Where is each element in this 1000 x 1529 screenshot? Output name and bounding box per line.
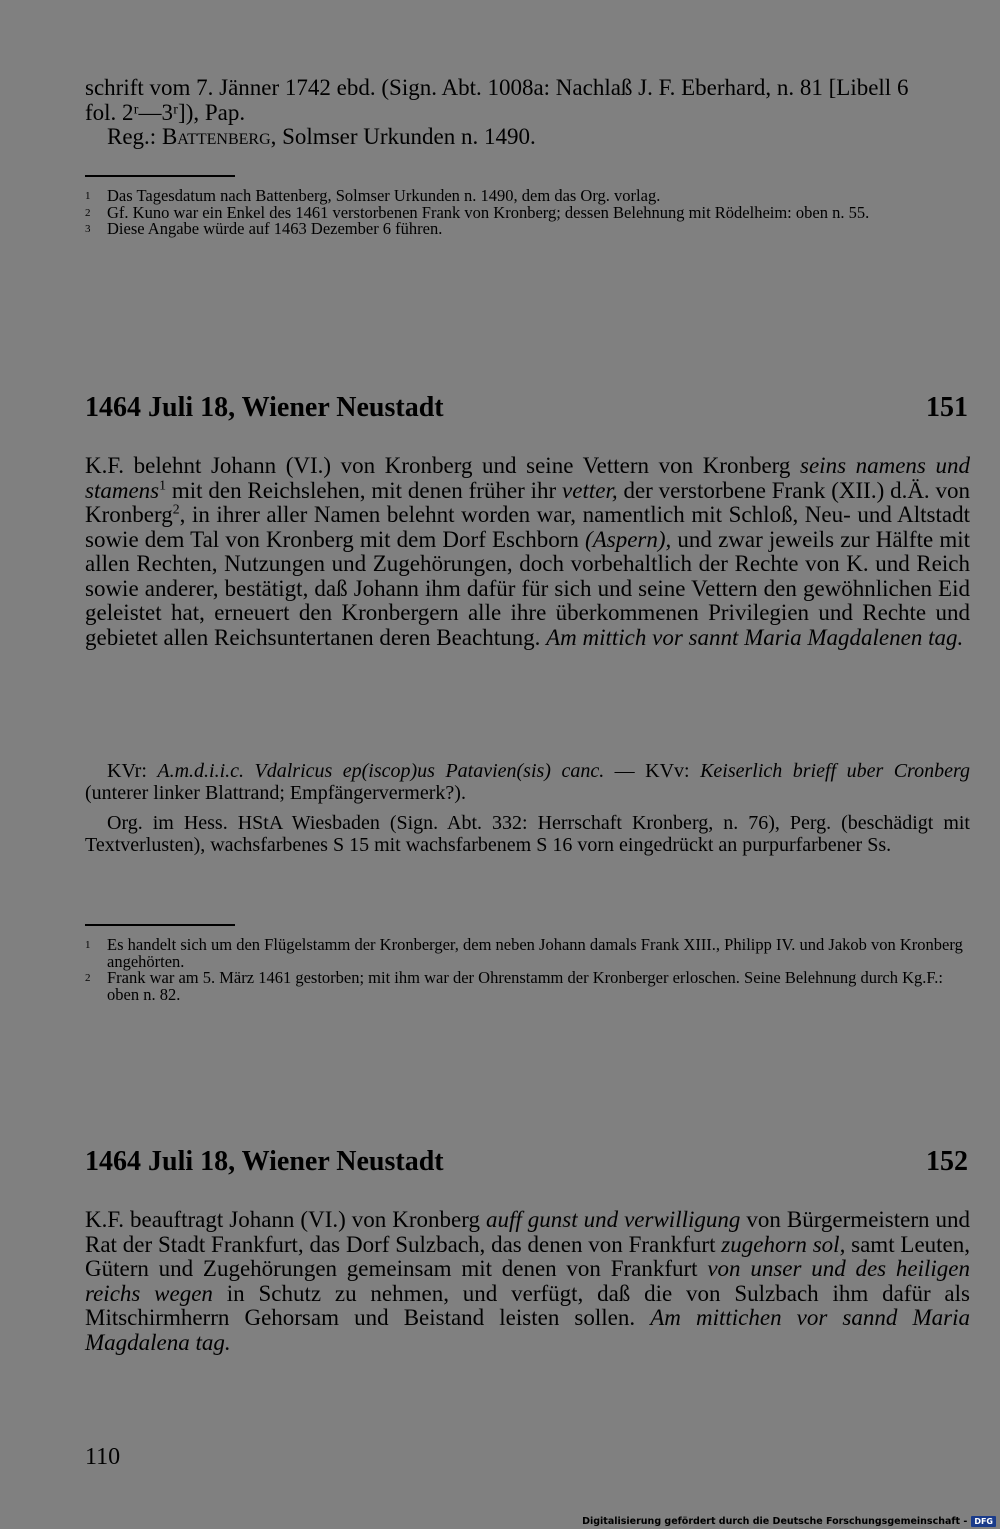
body-line: schrift vom 7. Jänner 1742 ebd. (Sign. Abt. 1008a: Nachlaß J. F. Eberhard, n. 81 [Libell 6: [85, 75, 909, 100]
body-line: fol. 2ʳ—3ʳ]), Pap.: [85, 99, 246, 125]
entry-date-place: 1464 Juli 18, Wiener Neustadt: [85, 392, 444, 423]
regest-text: K.F. belehnt Johann (VI.) von Kronberg und seine Vettern von Kronberg seins namens und stamens$^1$ mit den Reichslehen, mit denen früher ihr vetter, der verstorbene Frank (XII.) d.Ä. von Kronberg$^2$, in ihrer aller Namen belehnt worden war, namentlich mit Schloß, Neu- und Altstadt sowie dem Tal von Kronberg mit dem Dorf Eschborn (Aspern), und zwar jeweils zur Hälfte mit allen Rechten, Nutzungen und Zugehörungen, doch vorbehaltlich der Rechte von K. und Reich sowie anderer, bestätigt, daß Johann ihm dafür für sich und seine Vettern den gewöhnlichen Eid geleistet hat, erneuert den Kronbergern alle ihre überkommenen Privilegien und Rechte und gebietet allen Reichsuntertanen deren Beachtung. Am mittich vor sannt Maria Magdalenen tag.: [85, 453, 971, 650]
entry-number: 152: [926, 1146, 968, 1177]
footnote: 2 Frank war am 5. März 1461 gestorben; mit ihm war der Ohrenstamm der Kronberger erloschen. Seine Belehnung durch Kg.F.: oben n. 82.: [85, 968, 943, 1004]
footnote: 1 Das Tagesdatum nach Battenberg, Solmser Urkunden n. 1490, dem das Org. vorlag.: [85, 186, 661, 205]
entry-151-notes: [85, 760, 970, 856]
entry-heading-151: [85, 392, 968, 424]
footnote: 3 Diese Angabe würde auf 1463 Dezember 6 führen.: [85, 219, 443, 238]
footnote-separator: [85, 924, 235, 926]
entry-152-body: [85, 1208, 970, 1355]
dfg-logo: DFG: [971, 1516, 996, 1527]
footnote: 2 Gf. Kuno war ein Enkel des 1461 verstorbenen Frank von Kronberg; dessen Belehnung mit Rödelheim: oben n. 55.: [85, 202, 870, 222]
entry-date-place: 1464 Juli 18, Wiener Neustadt: [85, 1146, 444, 1177]
entry-151-body: [85, 454, 970, 658]
page-number: 110: [85, 1444, 121, 1470]
footnote-separator: [85, 175, 235, 177]
entry-heading-152: [85, 1146, 968, 1178]
kanzleivermerk: KVr: A.m.d.i.i.c. Vdalricus ep(iscop)us Patavien(sis) canc. — KVv: Keiserlich brieff uber Cronberg (unterer linker Blattrand; Empfängervermerk?).: [85, 760, 971, 804]
digitization-footer: [582, 1516, 996, 1527]
footnotes-top: [85, 188, 970, 238]
regest-text: K.F. beauftragt Johann (VI.) von Kronberg auff gunst und verwilligung von Bürgermeistern und Rat der Stadt Frankfurt, das Dorf Sulzbach, das denen von Frankfurt zugehorn sol, samt Leuten, Gütern und Zugehörungen gemeinsam mit denen von Frankfurt von unser und des heiligen reichs wegen in Schutz zu nehmen, und verfügt, daß die von Sulzbach ihm dafür als Mitschirmherrn Gehorsam und Beistand leisten sollen. Am mittichen vor sannd Maria Magdalena tag.: [85, 1207, 971, 1355]
footnote: 1 Es handelt sich um den Flügelstamm der Kronberger, dem neben Johann damals Frank XIII., Philipp IV. und Jakob von Kronberg angehörten.: [85, 935, 963, 971]
footnotes-151: [85, 937, 970, 1003]
original-description: Org. im Hess. HStA Wiesbaden (Sign. Abt. 332: Herrschaft Kronberg, n. 76), Perg. (beschädigt mit Textverlusten), wachsfarbenes S 15 mit wachsfarbenem S 16 vorn eingedrückt an purpurfarbener Ss.: [85, 812, 970, 856]
regest-reference: Reg.: Battenberg, Solmser Urkunden n. 1490.: [107, 124, 536, 149]
previous-entry-continuation: [85, 76, 970, 150]
entry-number: 151: [926, 392, 968, 423]
footer-text: Digitalisierung gefördert durch die Deutsche Forschungsgemeinschaft -: [582, 1516, 968, 1527]
